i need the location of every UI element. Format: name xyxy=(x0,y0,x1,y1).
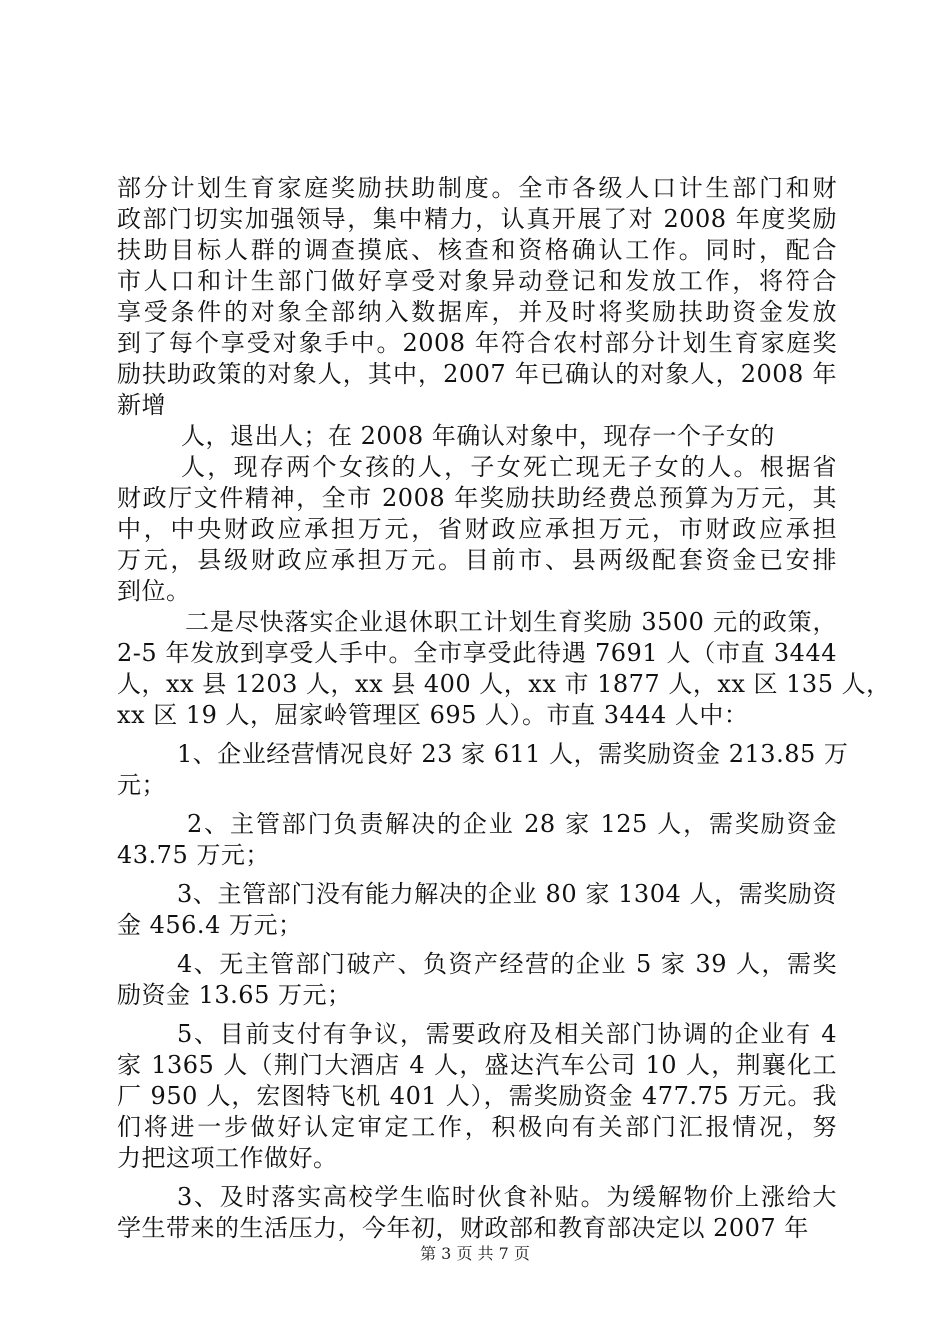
text-line: 享受条件的对象全部纳入数据库，并及时将奖励扶助资金发放 xyxy=(117,298,837,326)
paragraph xyxy=(117,739,849,801)
paragraph xyxy=(117,421,837,452)
paragraph xyxy=(117,879,837,941)
text-line: 43.75 万元； xyxy=(117,841,270,869)
text-line: 到位。 xyxy=(117,577,191,605)
paragraph xyxy=(117,452,837,607)
document-body xyxy=(117,173,891,1244)
text-line: 1、企业经营情况良好 23 家 611 人，需奖励资金 213.85 万 xyxy=(177,740,849,768)
paragraph xyxy=(117,173,837,421)
text-line: 2、主管部门负责解决的企业 28 家 125 人，需奖励资金 xyxy=(187,810,837,838)
text-line: 励资金 13.65 万元； xyxy=(117,981,352,1009)
paragraph xyxy=(117,1182,837,1244)
text-line: 厂 950 人，宏图特飞机 401 人），需奖励资金 477.75 万元。我 xyxy=(117,1082,837,1110)
paragraph xyxy=(117,949,837,1011)
text-line: 人，现存两个女孩的人，子女死亡现无子女的人。根据省 xyxy=(181,453,837,481)
text-line: 3、主管部门没有能力解决的企业 80 家 1304 人，需奖励资 xyxy=(177,880,837,908)
text-line: 市人口和计生部门做好享受对象异动登记和发放工作，将符合 xyxy=(117,267,837,295)
text-line: 扶助目标人群的调查摸底、核查和资格确认工作。同时，配合 xyxy=(117,236,837,264)
paragraph xyxy=(117,607,891,731)
text-line: 部分计划生育家庭奖励扶助制度。全市各级人口计生部门和财 xyxy=(117,174,837,202)
text-line: 家 1365 人（荆门大酒店 4 人，盛达汽车公司 10 人，荆襄化工 xyxy=(117,1051,837,1079)
paragraph xyxy=(117,809,837,871)
text-line: 万元，县级财政应承担万元。目前市、县两级配套资金已安排 xyxy=(117,546,837,574)
text-line: 3、及时落实高校学生临时伙食补贴。为缓解物价上涨给大 xyxy=(177,1183,837,1211)
text-line: 财政厅文件精神，全市 2008 年奖励扶助经费总预算为万元，其 xyxy=(117,484,837,512)
text-line: 人，退出人；在 2008 年确认对象中，现存一个子女的 xyxy=(181,422,775,450)
text-line: 励扶助政策的对象人，其中，2007 年已确认的对象人，2008 年 xyxy=(117,360,837,388)
paragraph xyxy=(117,1019,837,1174)
text-line: 人，xx 县 1203 人，xx 县 400 人，xx 市 1877 人，xx 区 135 人， xyxy=(117,670,891,698)
text-line: xx 区 19 人，屈家岭管理区 695 人）。市直 3444 人中： xyxy=(117,701,749,729)
text-line: 二是尽快落实企业退休职工计划生育奖励 3500 元的政策， xyxy=(185,608,837,636)
text-line: 新增 xyxy=(117,391,166,419)
text-line: 力把这项工作做好。 xyxy=(117,1144,338,1172)
text-line: 们将进一步做好认定审定工作，积极向有关部门汇报情况，努 xyxy=(117,1113,837,1141)
text-line: 4、无主管部门破产、负资产经营的企业 5 家 39 人，需奖 xyxy=(177,950,837,978)
text-line: 政部门切实加强领导，集中精力，认真开展了对 2008 年度奖励 xyxy=(117,205,837,233)
text-line: 到了每个享受对象手中。2008 年符合农村部分计划生育家庭奖 xyxy=(117,329,837,357)
text-line: 元； xyxy=(117,771,166,799)
text-line: 2-5 年发放到享受人手中。全市享受此待遇 7691 人（市直 3444 xyxy=(117,639,837,667)
page-footer: 第 3 页 共 7 页 xyxy=(420,1244,530,1263)
text-line: 金 456.4 万元； xyxy=(117,911,303,939)
text-line: 中，中央财政应承担万元，省财政应承担万元，市财政应承担 xyxy=(117,515,837,543)
text-line: 5、目前支付有争议，需要政府及相关部门协调的企业有 4 xyxy=(177,1020,837,1048)
text-line: 学生带来的生活压力，今年初，财政部和教育部决定以 2007 年 xyxy=(117,1214,809,1242)
